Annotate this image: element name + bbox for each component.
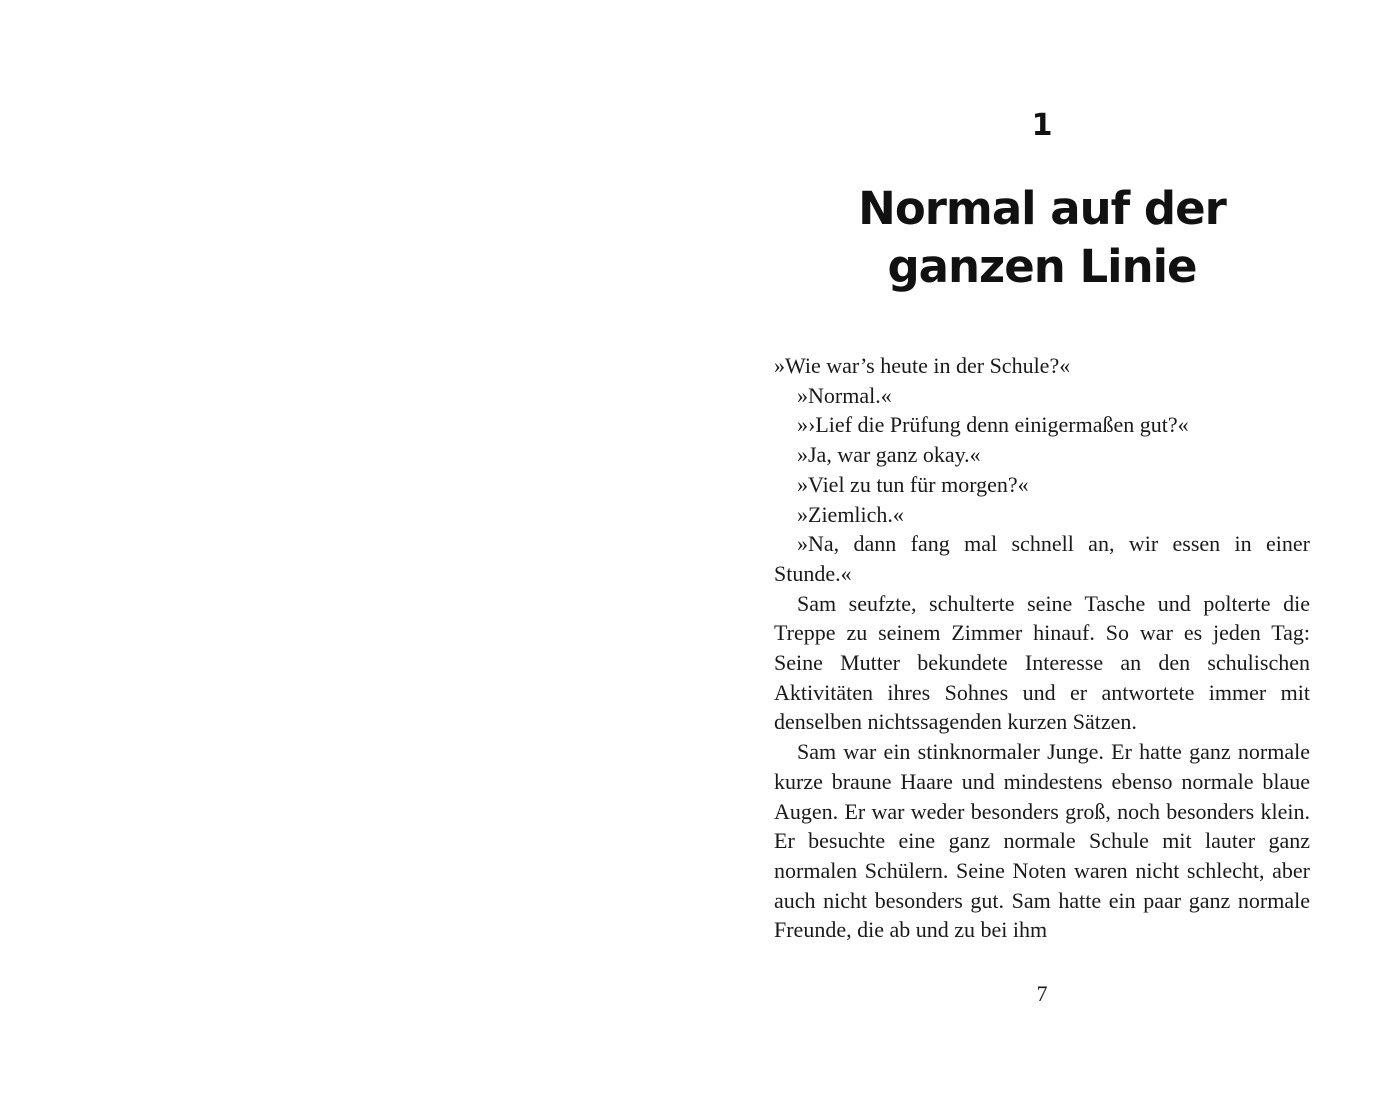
chapter-title [774, 180, 1310, 296]
paragraph: Sam war ein stinknormaler Junge. Er hatte ganz normale kurze braune Haare und mindestens ebenso normale blaue Augen. Er war weder besonders groß, noch besonders klein. Er besuchte eine ganz normale Schule mit lauter ganz normalen Schülern. Seine Noten waren nicht schlecht, aber auch nicht besonders gut. Sam hatte ein paar ganz normale Freunde, die ab und zu bei ihm [774, 739, 1310, 943]
page-number: 7 [1036, 981, 1048, 1006]
paragraph: Sam seufzte, schulterte seine Tasche und polterte die Treppe zu seinem Zimmer hinauf. So war es jeden Tag: Seine Mutter bekundete Interesse an den schulischen Aktivitäten ihres Sohnes und er antwortete immer mit denselben nichtssagenden kurzen Sätzen. [774, 590, 1310, 735]
chapter-number: 1 [1031, 108, 1053, 143]
paragraph: »Normal.« [797, 382, 892, 408]
chapter-title-line-2: ganzen Linie [887, 240, 1197, 293]
paragraph: »Ja, war ganz okay.« [797, 442, 981, 468]
paragraph: »Viel zu tun für morgen?« [797, 471, 1029, 497]
paragraph: »Wie war’s heute in der Schule?« [774, 353, 1071, 378]
paragraph: »›Lief die Prüfung denn einigermaßen gut?« [797, 412, 1189, 438]
chapter-title-line-1: Normal auf der [858, 182, 1226, 235]
paragraph: »Ziemlich.« [797, 501, 904, 527]
body-text [774, 351, 1310, 945]
paragraph: »Na, dann fang mal schnell an, wir essen in einer Stunde.« [774, 531, 1310, 586]
